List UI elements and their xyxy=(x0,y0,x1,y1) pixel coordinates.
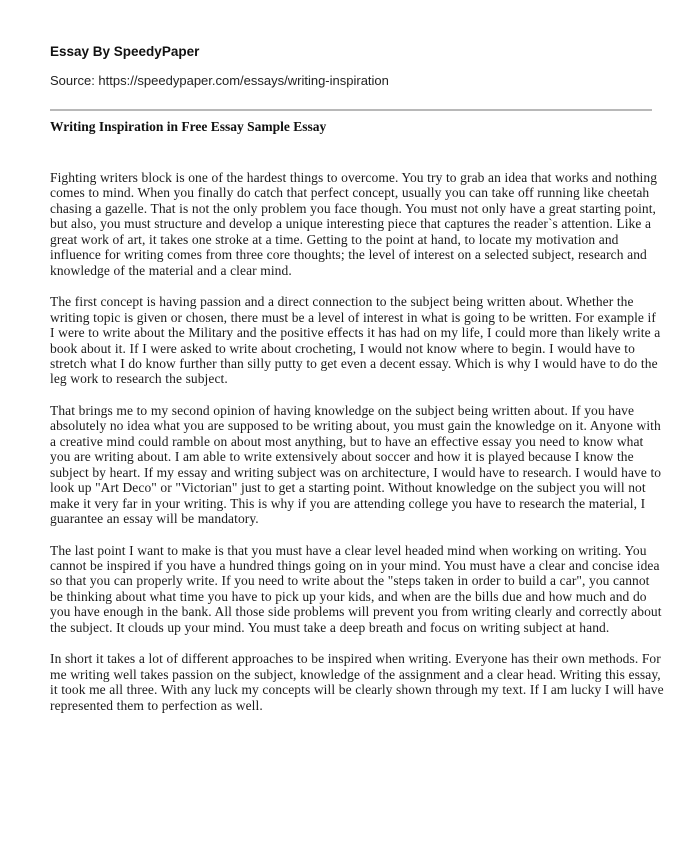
essay-paragraph-4: The last point I want to make is that you must have a clear level headed mind when working on writing. You cannot be inspired if you have a hundred things going on in your mind. You must have a clear and concise idea so that you can properly write. If you need to write about the "steps taken in order to build a car", you cannot be thinking about what time you have to pick up your kids, and when are the bills due and how much and do you have enough in the bank. All those side problems will prevent you from writing clearly and correctly about the subject. It clouds up your mind. You must take a deep breath and focus on writing subject at hand. xyxy=(50,542,662,635)
essay-body xyxy=(50,170,664,729)
source-line: Source: https://speedypaper.com/essays/writing-inspiration xyxy=(50,73,389,88)
essay-paragraph-1: Fighting writers block is one of the hardest things to overcome. You try to grab an idea that works and nothing comes to mind. When you finally do catch that perfect concept, usually you can take off running like cheetah chasing a gazelle. That is not the only problem you face though. You must not only have a great starting point, but also, you must structure and develop a unique interesting piece that captures the reader`s attention. Like a great work of art, it takes one stroke at a time. Getting to the point at hand, to locate my motivation and influence for writing comes from three core thoughts; the level of interest on a selected subject, research and knowledge of the material and a clear mind. xyxy=(50,170,658,278)
essay-paragraph-3: That brings me to my second opinion of having knowledge on the subject being written about. If you have absolutely no idea what you are supposed to be writing about, you must gain the knowledge on it. Anyone with a creative mind could ramble on about most anything, but to have an effective essay you need to know what you are writing about. I am able to write extensively about soccer and how it is played because I know the subject by heart. If my essay and writing subject was on architecture, I would have to research. I would have to look up "Art Deco" or "Victorian" just to get a starting point. Without knowledge on the subject you will not make it very far in your writing. This is why if you are attending college you have to research the material, I guarantee an essay will be mandatory. xyxy=(50,402,662,527)
essay-title: Writing Inspiration in Free Essay Sample Essay xyxy=(50,119,327,134)
essay-paragraph-5: In short it takes a lot of different approaches to be inspired when writing. Everyone has their own methods. For me writing well takes passion on the subject, knowledge of the assignment and a clear head. Writing this essay, it took me all three. With any luck my concepts will be clearly shown through my text. If I am lucky I will have represented them to perfection as well. xyxy=(50,651,664,713)
essay-paragraph-2: The first concept is having passion and a direct connection to the subject being written about. Whether the writing topic is given or chosen, there must be a level of interest in what is going to be written. For example if I were to write about the Military and the positive effects it has had on my life, I could more than likely write a book about it. If I were asked to write about crocheting, I would not know where to begin. I would have to stretch what I do know further than silly putty to get even a decent essay. Which is why I would have to do the leg work to research the subject. xyxy=(50,294,661,387)
document-header-title: Essay By SpeedyPaper xyxy=(50,44,200,59)
header-divider xyxy=(50,109,652,111)
